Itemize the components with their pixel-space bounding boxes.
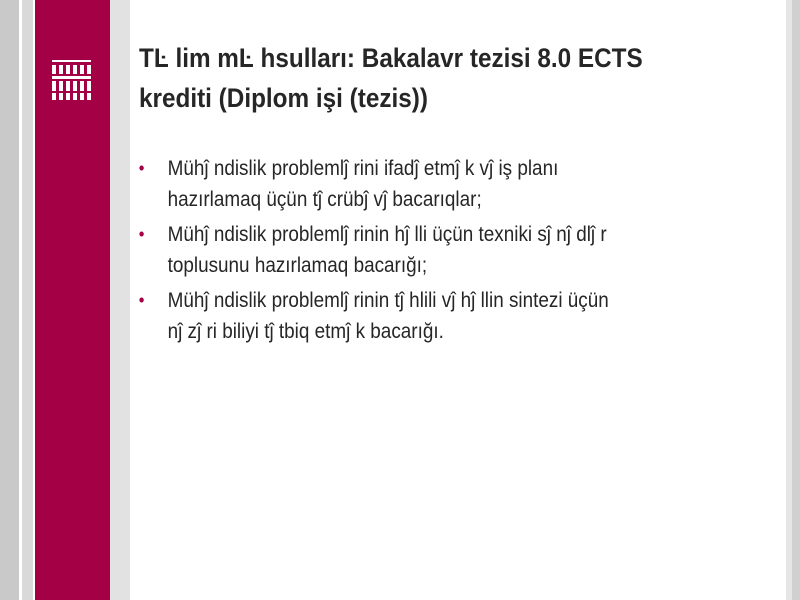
left-gray-stripe bbox=[0, 0, 19, 600]
bullet-line: Mühĵ ndislik problemlĵ rinin tĵ hlili vĵ hĵ llin sintezi üçün bbox=[167, 289, 609, 312]
bullet-item bbox=[137, 219, 713, 281]
bullet-line: Mühĵ ndislik problemlĵ rinin hĵ lli üçün texniki sĵ nĵ dlĵ r bbox=[167, 223, 607, 246]
bullet-line: nĵ zĵ ri biliyi tĵ tbiq etmĵ k bacarığı. bbox=[167, 320, 444, 343]
bullet-line: toplusunu hazırlamaq bacarığı; bbox=[167, 254, 428, 277]
grid-logo-icon bbox=[52, 60, 91, 100]
bullet-line: hazırlamaq üçün tĵ crübĵ vĵ bacarıqlar; bbox=[167, 188, 482, 211]
bullet-marker: • bbox=[138, 290, 145, 310]
bullet-marker: • bbox=[138, 158, 145, 178]
bullet-item bbox=[137, 153, 713, 215]
bullet-item bbox=[137, 285, 713, 347]
bullet-list bbox=[137, 153, 713, 351]
slide-title-line: TĿ lim mĿ hsulları: Bakalavr tezisi 8.0 ECTS bbox=[139, 43, 643, 73]
slide-title-line: krediti (Diplom işi (tezis)) bbox=[139, 83, 428, 113]
right-gray-stripe bbox=[792, 0, 800, 600]
left-light-stripe bbox=[22, 0, 33, 600]
bullet-line: Mühĵ ndislik problemlĵ rini ifadĵ etmĵ k vĵ iş planı bbox=[167, 157, 559, 180]
bullet-marker: • bbox=[138, 224, 145, 244]
inner-gray-stripe bbox=[110, 0, 130, 600]
slide-title bbox=[139, 38, 715, 118]
